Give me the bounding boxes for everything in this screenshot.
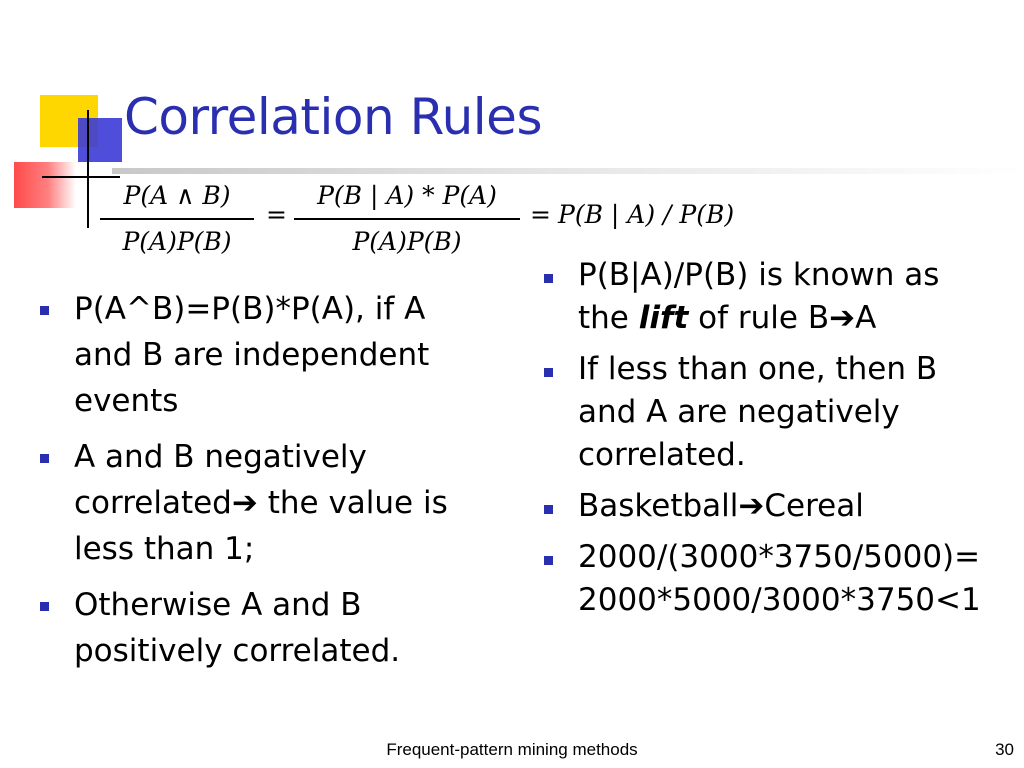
list-item <box>540 254 990 340</box>
fraction-1-numerator: P(A ∧ B) <box>123 181 231 210</box>
list-item <box>36 582 476 674</box>
right-arrow-icon: ➔ <box>231 485 258 521</box>
bullet-text: If less than one, then B and A are negatively correlated. <box>578 351 938 473</box>
list-item <box>36 434 476 572</box>
bullet-square-icon <box>40 602 49 611</box>
list-item <box>36 286 476 424</box>
equals-sign-2: = <box>530 200 551 229</box>
equals-sign-1: = <box>266 200 287 229</box>
bullet-text-tail: A <box>855 300 877 336</box>
formula-fraction-1 <box>100 176 254 262</box>
right-arrow-icon: ➔ <box>738 488 765 524</box>
bullet-text: A and B negatively correlated <box>74 439 367 521</box>
bullet-square-icon <box>544 505 553 514</box>
right-bullet-list <box>540 254 990 630</box>
deco-blue-square <box>78 118 122 162</box>
bullet-text: Basketball <box>578 488 739 524</box>
lift-formula <box>100 176 800 266</box>
lift-emphasis: lift <box>638 300 689 336</box>
formula-right-hand-side: P(B | A) / P(B) <box>558 200 735 229</box>
fraction-2-bar <box>294 218 520 220</box>
slide-title: Correlation Rules <box>124 88 542 146</box>
bullet-text: P(A^B)=P(B)*P(A), if A and B are independent events <box>74 291 430 419</box>
deco-red-square <box>14 162 76 208</box>
bullet-square-icon <box>544 368 553 377</box>
fraction-2-numerator: P(B | A) * P(A) <box>317 181 497 210</box>
list-item <box>540 536 990 622</box>
page-number: 30 <box>995 740 1014 759</box>
right-arrow-icon: ➔ <box>829 300 856 336</box>
bullet-text-continued: Cereal <box>764 488 864 524</box>
left-bullet-list <box>36 286 476 684</box>
fraction-1-bar <box>100 218 254 220</box>
bullet-text: 2000/(3000*3750/5000)=2000*5000/3000*3750<1 <box>578 539 981 618</box>
bullet-square-icon <box>544 274 553 283</box>
fraction-2-denominator: P(A)P(B) <box>352 227 462 256</box>
footer-title: Frequent-pattern mining methods <box>386 740 638 759</box>
list-item <box>540 485 990 528</box>
bullet-text: P(B|A)/P(B) is known as the <box>578 257 940 336</box>
bullet-square-icon <box>40 454 49 463</box>
fraction-1-denominator: P(A)P(B) <box>122 227 232 256</box>
deco-vertical-line <box>87 110 89 228</box>
title-underline <box>112 168 1024 174</box>
bullet-text: Otherwise A and B positively correlated. <box>74 587 401 669</box>
bullet-square-icon <box>40 306 49 315</box>
formula-fraction-2 <box>294 176 520 262</box>
bullet-text-continued: the value is less than 1; <box>74 485 448 567</box>
bullet-square-icon <box>544 556 553 565</box>
list-item <box>540 348 990 477</box>
bullet-text-continued: of rule B <box>688 300 830 336</box>
